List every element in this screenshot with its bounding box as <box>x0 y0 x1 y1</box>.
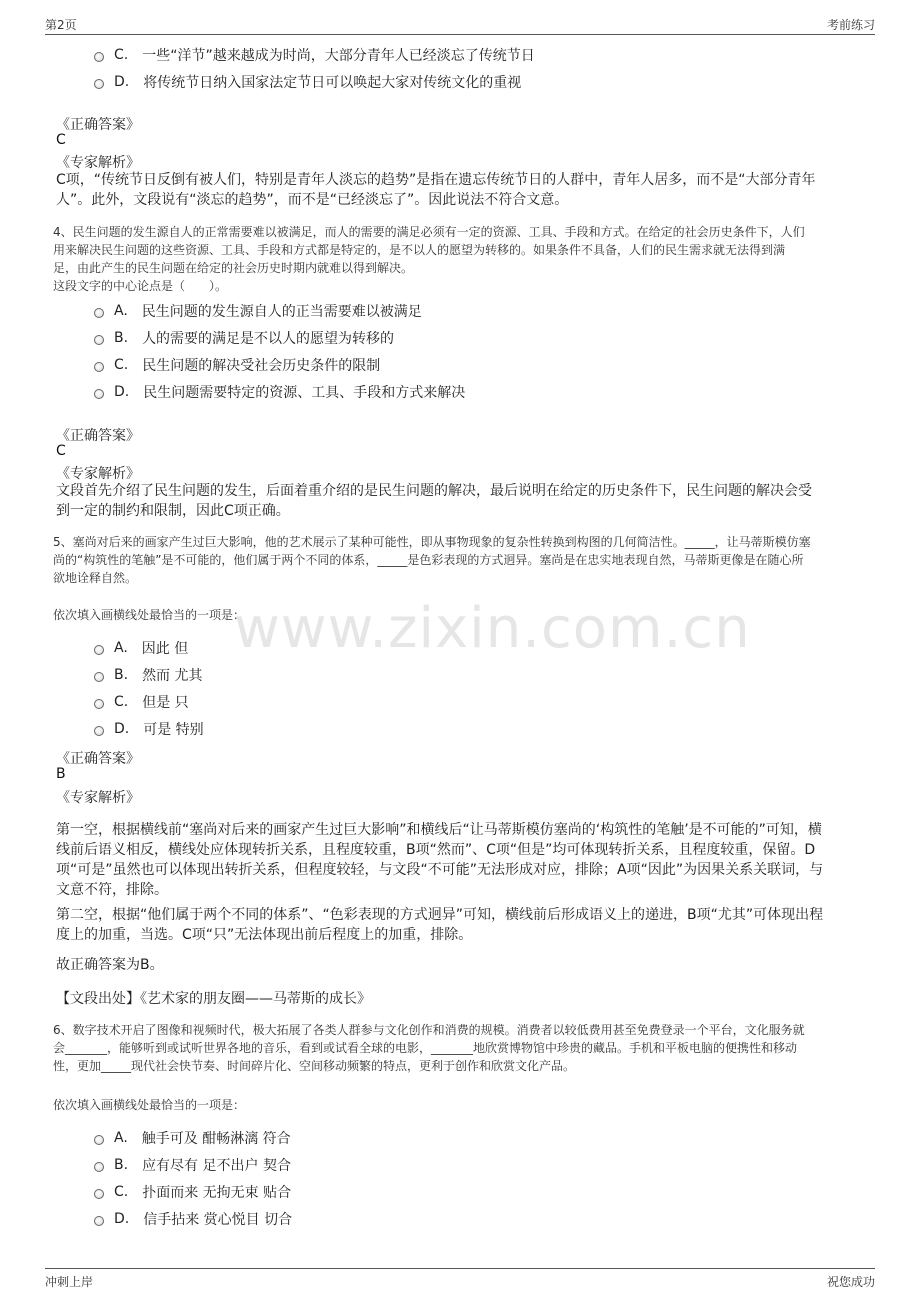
option-letter: A. <box>114 303 128 319</box>
option-text: 然而 尤其 <box>142 668 203 684</box>
option-text: 人的需要的满足是不以人的愿望为转移的 <box>142 331 395 347</box>
q6-option-c[interactable] <box>94 1181 291 1203</box>
option-text: 一些“洋节”越来越成为时尚，大部分青年人已经淡忘了传统节日 <box>142 48 535 64</box>
option-text: 扑面而来 无拘无束 贴合 <box>142 1185 292 1201</box>
analysis-line: 文段首先介绍了民生问题的发生，后面着重介绍的是民生问题的解决，最后说明在给定的历史条件下，民生问题的解决会受 <box>56 483 812 499</box>
analysis-text <box>56 481 864 521</box>
option-letter: D. <box>114 384 130 400</box>
answer-label: 《正确答案》 <box>56 117 140 133</box>
answer-value: B <box>56 766 66 782</box>
option-text: 可是 特别 <box>143 722 204 738</box>
analysis-line: 第二空，根据“他们属于两个不同的体系”、“色彩表现的方式迥异”可知，横线前后形成语义上的递进，B项“尤其”可体现出程 <box>56 907 824 923</box>
option-letter: B. <box>114 330 129 346</box>
analysis-paragraph-2 <box>56 905 864 945</box>
stem-line: 会_______，能够听到或试听世界各地的音乐，看到或试看全球的电影，_______地欣赏博物馆中珍贵的藏品。手机和平板电脑的便携性和移动 <box>53 1041 798 1055</box>
radio-icon[interactable] <box>94 1216 104 1226</box>
q5-option-c[interactable] <box>94 691 189 713</box>
analysis-line: 度上的加重，当选。C项“只”无法体现出前后程度上的加重，排除。 <box>56 927 473 943</box>
option-letter: A. <box>114 640 128 656</box>
footer-right-text: 祝您成功 <box>826 1275 875 1289</box>
q3-option-d[interactable] <box>94 71 521 93</box>
analysis-line: 到一定的制约和限制，因此C项正确。 <box>56 503 290 519</box>
question-stem <box>53 533 865 587</box>
option-text: 将传统节日纳入国家法定节日可以唤起大家对传统文化的重视 <box>143 75 522 91</box>
analysis-label: 《专家解析》 <box>56 155 140 171</box>
answer-value: C <box>56 132 66 148</box>
analysis-conclusion: 故正确答案为B。 <box>56 957 164 973</box>
watermark: www.zixin.com.cn <box>234 596 751 661</box>
analysis-label: 《专家解析》 <box>56 790 140 806</box>
q5-option-b[interactable] <box>94 664 203 686</box>
answer-label: 《正确答案》 <box>56 751 140 767</box>
option-letter: C. <box>114 47 129 63</box>
analysis-line: 线前后语义相反，横线处应体现转折关系，且程度较重，B项“然而”、C项“但是”均可体现转折关系，且程度较重，保留。D <box>56 842 816 858</box>
option-text: 因此 但 <box>141 641 189 657</box>
q5-option-d[interactable] <box>94 718 204 740</box>
radio-icon[interactable] <box>94 1189 104 1199</box>
radio-icon[interactable] <box>94 79 104 89</box>
option-letter: D. <box>114 721 130 737</box>
option-letter: C. <box>114 357 129 373</box>
stem-line: 欲地诠释自然。 <box>53 571 138 585</box>
option-letter: B. <box>114 1157 129 1173</box>
question-stem <box>53 223 865 295</box>
stem-line: 这段文字的中心论点是（ ）。 <box>53 279 228 293</box>
page-footer <box>45 1268 875 1293</box>
option-letter: B. <box>114 667 129 683</box>
stem-line: 6、数字技术开启了图像和视频时代，极大拓展了各类人群参与文化创作和消费的规模。消费者以较低费用甚至免费登录一个平台，文化服务就 <box>53 1023 805 1037</box>
radio-icon[interactable] <box>94 1162 104 1172</box>
question-prompt: 依次填入画横线处最恰当的一项是： <box>53 608 246 622</box>
option-text: 民生问题的解决受社会历史条件的限制 <box>142 358 381 374</box>
radio-icon[interactable] <box>94 1135 104 1145</box>
radio-icon[interactable] <box>94 389 104 399</box>
analysis-line: 人”。此外，文段说有“淡忘的趋势”，而不是“已经淡忘了”。因此说法不符合文意。 <box>56 192 569 208</box>
q6-option-a[interactable] <box>94 1127 291 1149</box>
question-prompt: 依次填入画横线处最恰当的一项是： <box>53 1098 246 1112</box>
option-text: 信手拈来 赏心悦目 切合 <box>143 1212 293 1228</box>
radio-icon[interactable] <box>94 726 104 736</box>
q6-option-b[interactable] <box>94 1154 291 1176</box>
option-letter: C. <box>114 694 129 710</box>
option-letter: A. <box>114 1130 128 1146</box>
analysis-paragraph-1 <box>56 820 864 900</box>
radio-icon[interactable] <box>94 645 104 655</box>
q4-option-d[interactable] <box>94 381 465 403</box>
q4-option-b[interactable] <box>94 327 394 349</box>
q4-option-a[interactable] <box>94 300 422 322</box>
stem-line: 性，更加_____现代社会快节奏、时间碎片化、空间移动频繁的特点，更利于创作和欣赏文化产品。 <box>53 1059 576 1073</box>
stem-line: 5、塞尚对后来的画家产生过巨大影响，他的艺术展示了某种可能性，即从事物现象的复杂性转换到构图的几何简洁性。_____，让马蒂斯模仿塞 <box>53 535 811 549</box>
option-text: 但是 只 <box>142 695 189 711</box>
analysis-line: 文意不符，排除。 <box>56 882 168 898</box>
question-stem <box>53 1021 865 1075</box>
footer-left-text: 冲刺上岸 <box>45 1275 94 1289</box>
stem-line: 尚的“构筑性的笔触”是不可能的，他们属于两个不同的体系，_____是色彩表现的方式迥异。塞尚是在忠实地表现自然，马蒂斯更像是在随心所 <box>53 553 804 567</box>
stem-line: 4、民生问题的发生源自人的正常需要难以被满足，而人的需要的满足必须有一定的资源、工具、手段和方式。在给定的社会历史条件下，人们 <box>53 225 805 239</box>
analysis-line: 第一空，根据横线前“塞尚对后来的画家产生过巨大影响”和横线后“让马蒂斯模仿塞尚的‘构筑性的笔触’是不可能的”可知，横 <box>56 822 822 838</box>
analysis-line: 项“可是”虽然也可以体现出转折关系，但程度较轻，与文段“不可能”无法形成对应，排除；A项“因此”为因果关系关联词，与 <box>56 862 824 878</box>
answer-label: 《正确答案》 <box>56 428 140 444</box>
option-text: 民生问题需要特定的资源、工具、手段和方式来解决 <box>143 385 466 401</box>
option-text: 触手可及 酣畅淋漓 符合 <box>141 1131 291 1147</box>
analysis-line: C项，“传统节日反倒有被人们，特别是青年人淡忘的趋势”是指在遗忘传统节日的人群中，青年人居多，而不是“大部分青年 <box>56 172 816 188</box>
page-number: 第2页 <box>45 18 77 32</box>
stem-line: 用来解决民生问题的这些资源、工具、手段和方式都是特定的，是不以人的愿望为转移的。如果条件不具备，人们的民生需求就无法得到满 <box>53 243 786 257</box>
analysis-text <box>56 170 864 210</box>
option-letter: D. <box>114 74 130 90</box>
option-text: 民生问题的发生源自人的正当需要难以被满足 <box>141 304 422 320</box>
radio-icon[interactable] <box>94 52 104 62</box>
q4-option-c[interactable] <box>94 354 380 376</box>
header-title: 考前练习 <box>826 18 875 32</box>
option-letter: C. <box>114 1184 129 1200</box>
analysis-label: 《专家解析》 <box>56 466 140 482</box>
radio-icon[interactable] <box>94 699 104 709</box>
answer-value: C <box>56 443 66 459</box>
q3-option-c[interactable] <box>94 44 535 66</box>
radio-icon[interactable] <box>94 672 104 682</box>
text-source: 【文段出处】《艺术家的朋友圈——马蒂斯的成长》 <box>56 991 371 1007</box>
stem-line: 足，由此产生的民生问题在给定的社会历史时期内就难以得到解决。 <box>53 261 414 275</box>
radio-icon[interactable] <box>94 362 104 372</box>
q6-option-d[interactable] <box>94 1208 292 1230</box>
q5-option-a[interactable] <box>94 637 188 659</box>
radio-icon[interactable] <box>94 308 104 318</box>
page-header <box>45 12 875 35</box>
option-letter: D. <box>114 1211 130 1227</box>
radio-icon[interactable] <box>94 335 104 345</box>
option-text: 应有尽有 足不出户 契合 <box>142 1158 291 1174</box>
